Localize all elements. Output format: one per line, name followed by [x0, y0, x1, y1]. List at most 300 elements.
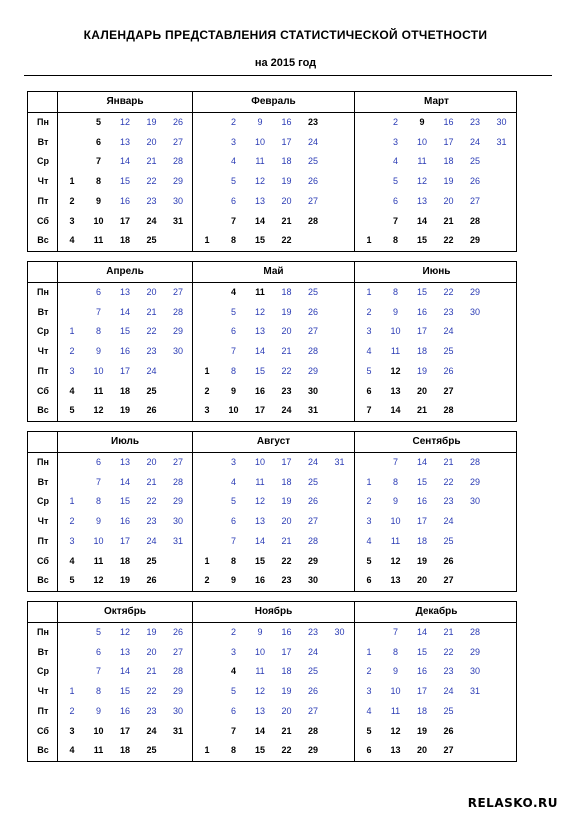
workday-cell: 28 [469, 627, 480, 637]
workday-cell: 14 [416, 627, 427, 637]
workday-cell: 18 [281, 666, 292, 677]
workday-cell: 30 [172, 195, 183, 206]
day-off-cell: 18 [119, 385, 130, 396]
workday-cell: 3 [230, 136, 236, 147]
day-off-cell: 23 [281, 575, 292, 586]
workday-cell: 22 [146, 176, 157, 187]
workday-cell: 18 [416, 346, 427, 357]
workday-cell: 30 [172, 516, 183, 527]
day-off-cell: 9 [95, 195, 101, 206]
workday-cell: 1 [366, 646, 372, 657]
workday-cell: 10 [93, 365, 104, 376]
workday-cell: 13 [119, 457, 130, 467]
day-off-cell: 7 [230, 215, 236, 226]
weekday-label: Пт [37, 195, 49, 206]
workday-cell: 11 [390, 705, 401, 716]
workday-cell: 7 [230, 346, 236, 357]
workday-cell: 26 [172, 117, 183, 127]
day-off-cell: 30 [307, 385, 318, 396]
workday-cell: 26 [307, 306, 318, 317]
workday-cell: 27 [172, 457, 183, 467]
day-off-cell: 4 [69, 235, 75, 246]
day-off-cell: 10 [228, 405, 239, 416]
workday-cell: 28 [307, 535, 318, 546]
weekday-label: Сб [37, 215, 49, 226]
workday-cell: 24 [469, 136, 480, 147]
workday-cell: 8 [392, 476, 398, 487]
workday-cell: 23 [443, 496, 454, 507]
workday-cell: 13 [119, 646, 130, 657]
workday-cell: 13 [254, 516, 265, 527]
workday-cell: 23 [146, 516, 157, 527]
workday-cell: 23 [146, 195, 157, 206]
weekday-label: Пт [37, 535, 49, 546]
day-off-cell: 9 [230, 385, 236, 396]
day-off-cell: 22 [281, 235, 292, 246]
workday-cell: 3 [366, 516, 372, 527]
workday-cell: 16 [443, 117, 454, 127]
workday-cell: 16 [416, 666, 427, 677]
day-off-cell: 10 [93, 725, 104, 736]
workday-cell: 3 [230, 457, 236, 467]
day-off-cell: 11 [93, 555, 104, 566]
month-name: Март [424, 96, 449, 107]
day-off-cell: 28 [443, 405, 454, 416]
workday-cell: 24 [443, 516, 454, 527]
weekday-label: Ср [37, 156, 49, 167]
workday-cell: 30 [172, 346, 183, 357]
workday-cell: 30 [334, 627, 345, 637]
day-off-cell: 1 [204, 365, 210, 376]
workday-cell: 22 [281, 365, 292, 376]
day-off-cell: 13 [390, 385, 401, 396]
workday-cell: 29 [469, 476, 480, 487]
day-off-cell: 24 [146, 725, 157, 736]
workday-cell: 17 [119, 365, 130, 376]
month-column [193, 262, 355, 421]
workday-cell: 20 [146, 457, 157, 467]
workday-cell: 14 [119, 476, 130, 487]
day-off-cell: 8 [230, 235, 236, 246]
day-off-cell: 20 [416, 385, 427, 396]
day-off-cell: 19 [416, 725, 427, 736]
workday-cell: 26 [307, 686, 318, 697]
workday-cell: 19 [146, 117, 157, 127]
month-column [193, 92, 355, 251]
day-off-cell: 25 [146, 235, 157, 246]
workday-cell: 27 [172, 287, 183, 297]
month-column [58, 262, 193, 421]
workday-cell: 1 [366, 476, 372, 487]
workday-cell: 2 [230, 117, 236, 127]
workday-cell: 27 [172, 646, 183, 657]
day-off-cell: 3 [69, 725, 75, 736]
workday-cell: 2 [392, 117, 398, 127]
workday-cell: 11 [417, 156, 427, 167]
workday-cell: 14 [119, 156, 130, 167]
workday-cell: 30 [172, 705, 183, 716]
day-off-cell: 14 [416, 215, 427, 226]
day-off-cell: 4 [69, 745, 75, 756]
workday-cell: 19 [416, 365, 427, 376]
day-off-cell: 11 [93, 235, 104, 246]
workday-cell: 15 [416, 646, 427, 657]
workday-cell: 16 [281, 117, 292, 127]
month-name: Ноябрь [254, 606, 293, 617]
day-off-cell: 12 [93, 575, 104, 586]
workday-cell: 6 [95, 287, 101, 297]
workday-cell: 31 [469, 686, 480, 697]
day-off-cell: 21 [281, 215, 292, 226]
day-off-cell: 26 [443, 555, 454, 566]
month-name: Июнь [422, 266, 451, 277]
workday-cell: 6 [230, 195, 236, 206]
workday-cell: 19 [146, 627, 157, 637]
workday-cell: 21 [443, 627, 454, 637]
day-off-cell: 25 [146, 555, 157, 566]
workday-cell: 20 [146, 287, 157, 297]
month-column [355, 432, 518, 591]
workday-cell: 29 [172, 686, 183, 697]
day-off-cell: 22 [281, 555, 292, 566]
day-off-cell: 20 [416, 575, 427, 586]
day-off-cell: 10 [93, 215, 104, 226]
workday-cell: 9 [392, 306, 398, 317]
workday-cell: 19 [281, 176, 292, 187]
day-off-cell: 9 [230, 575, 236, 586]
day-off-cell: 4 [230, 287, 236, 297]
workday-cell: 24 [443, 326, 454, 337]
day-off-cell: 7 [392, 215, 398, 226]
day-off-cell: 22 [443, 235, 454, 246]
weekday-label: Чт [37, 516, 49, 527]
day-off-cell: 1 [204, 235, 210, 246]
workday-cell: 2 [366, 306, 372, 317]
workday-cell: 22 [443, 476, 454, 487]
day-off-cell: 26 [443, 725, 454, 736]
workday-cell: 9 [95, 705, 101, 716]
weekday-label: Вс [37, 235, 49, 246]
day-off-cell: 29 [469, 235, 480, 246]
weekday-label: Вт [37, 646, 49, 657]
workday-cell: 25 [443, 705, 454, 716]
workday-cell: 3 [69, 365, 75, 376]
workday-cell: 21 [281, 346, 292, 357]
workday-cell: 4 [230, 156, 236, 167]
workday-cell: 15 [119, 686, 130, 697]
weekday-label: Чт [37, 686, 49, 697]
day-off-cell: 22 [281, 745, 292, 756]
workday-cell: 16 [119, 346, 130, 357]
workday-cell: 27 [307, 705, 318, 716]
day-off-cell: 13 [390, 745, 401, 756]
workday-cell: 18 [443, 156, 454, 167]
workday-cell: 7 [95, 306, 101, 317]
day-off-cell: 25 [146, 745, 157, 756]
workday-cell: 27 [307, 195, 318, 206]
workday-cell: 28 [172, 156, 183, 167]
weekday-label: Вт [37, 306, 49, 317]
workday-cell: 25 [443, 346, 454, 357]
workday-cell: 3 [230, 646, 236, 657]
day-off-cell: 24 [281, 405, 292, 416]
workday-cell: 8 [95, 496, 101, 507]
workday-cell: 22 [443, 646, 454, 657]
weekday-label: Ср [37, 326, 49, 337]
workday-cell: 27 [307, 326, 318, 337]
day-off-cell: 15 [254, 555, 265, 566]
weekday-label: Сб [37, 385, 49, 396]
day-off-cell: 7 [95, 156, 101, 167]
page-title: КАЛЕНДАРЬ ПРЕДСТАВЛЕНИЯ СТАТИСТИЧЕСКОЙ ОТЧЕТНОСТИ [83, 28, 488, 42]
workday-cell: 17 [281, 136, 292, 147]
workday-cell: 31 [496, 136, 507, 147]
workday-cell: 23 [443, 306, 454, 317]
workday-cell: 14 [254, 346, 265, 357]
workday-cell: 13 [254, 195, 265, 206]
workday-cell: 4 [366, 535, 372, 546]
day-off-cell: 26 [146, 405, 157, 416]
quarter-block [27, 261, 517, 422]
workday-cell: 9 [95, 516, 101, 527]
day-off-cell: 1 [69, 176, 75, 187]
day-off-cell: 19 [416, 555, 427, 566]
workday-cell: 9 [257, 117, 263, 127]
workday-cell: 20 [281, 195, 292, 206]
workday-cell: 8 [95, 326, 101, 337]
day-off-cell: 21 [416, 405, 427, 416]
day-off-cell: 4 [69, 555, 75, 566]
day-off-cell: 21 [443, 215, 454, 226]
workday-cell: 12 [119, 627, 130, 637]
day-off-cell: 6 [95, 136, 101, 147]
workday-cell: 1 [69, 496, 75, 507]
workday-cell: 10 [416, 136, 427, 147]
day-off-cell: 14 [254, 725, 265, 736]
workday-cell: 5 [230, 686, 236, 697]
day-off-cell: 23 [307, 117, 318, 127]
workday-cell: 16 [416, 496, 427, 507]
workday-cell: 20 [146, 646, 157, 657]
workday-cell: 17 [443, 136, 454, 147]
workday-cell: 21 [146, 306, 157, 317]
day-off-cell: 4 [230, 666, 236, 677]
workday-cell: 4 [366, 705, 372, 716]
workday-cell: 17 [281, 457, 292, 467]
workday-cell: 10 [93, 535, 104, 546]
workday-cell: 4 [366, 346, 372, 357]
workday-cell: 16 [281, 627, 292, 637]
workday-cell: 25 [469, 156, 480, 167]
workday-cell: 2 [230, 627, 236, 637]
workday-cell: 16 [119, 705, 130, 716]
day-off-cell: 9 [419, 117, 425, 127]
month-column [58, 432, 193, 591]
day-off-cell: 5 [95, 117, 101, 127]
workday-cell: 22 [146, 686, 157, 697]
workday-cell: 5 [230, 306, 236, 317]
day-off-cell: 11 [93, 385, 104, 396]
workday-cell: 24 [146, 365, 157, 376]
workday-cell: 22 [146, 326, 157, 337]
day-off-cell: 29 [307, 745, 318, 756]
workday-cell: 25 [307, 287, 318, 297]
day-off-cell: 12 [390, 725, 401, 736]
workday-cell: 4 [392, 156, 398, 167]
workday-cell: 2 [69, 705, 75, 716]
weekday-label: Пт [37, 365, 49, 376]
workday-cell: 11 [390, 535, 401, 546]
month-name: Август [256, 436, 291, 447]
day-off-cell: 16 [254, 575, 265, 586]
workday-cell: 2 [366, 666, 372, 677]
workday-cell: 16 [416, 306, 427, 317]
month-name: Октябрь [104, 606, 146, 617]
workday-cell: 7 [230, 535, 236, 546]
day-off-cell: 17 [119, 215, 130, 226]
workday-cell: 6 [230, 516, 236, 527]
weekday-label: Сб [37, 555, 49, 566]
workday-cell: 5 [392, 176, 398, 187]
workday-cell: 26 [469, 176, 480, 187]
workday-cell: 23 [469, 117, 480, 127]
day-off-cell: 27 [443, 745, 454, 756]
day-off-cell: 31 [172, 215, 183, 226]
workday-cell: 27 [172, 136, 183, 147]
workday-cell: 13 [119, 287, 130, 297]
weekday-label: Вт [37, 136, 49, 147]
weekday-label: Вс [37, 745, 49, 756]
workday-cell: 30 [469, 306, 480, 317]
workday-cell: 11 [390, 346, 401, 357]
workday-cell: 17 [281, 646, 292, 657]
day-off-cell: 8 [230, 745, 236, 756]
workday-cell: 5 [230, 496, 236, 507]
workday-cell: 25 [307, 156, 318, 167]
workday-cell: 23 [146, 705, 157, 716]
day-off-cell: 27 [443, 575, 454, 586]
day-off-cell: 31 [307, 405, 318, 416]
workday-cell: 10 [390, 686, 401, 697]
workday-cell: 22 [146, 496, 157, 507]
weekday-label: Вс [37, 575, 49, 586]
month-column [193, 432, 355, 591]
month-column [193, 602, 355, 761]
workday-cell: 9 [95, 346, 101, 357]
day-off-cell: 11 [93, 745, 104, 756]
day-off-cell: 17 [119, 725, 130, 736]
workday-cell: 13 [416, 195, 427, 206]
day-off-cell: 18 [119, 555, 130, 566]
workday-cell: 29 [172, 326, 183, 337]
workday-cell: 17 [119, 535, 130, 546]
workday-cell: 28 [172, 476, 183, 487]
workday-cell: 3 [366, 326, 372, 337]
quarter-block [27, 431, 517, 592]
day-off-cell: 19 [119, 405, 130, 416]
workday-cell: 13 [254, 326, 265, 337]
workday-cell: 29 [172, 176, 183, 187]
workday-cell: 23 [443, 666, 454, 677]
weekday-label: Ср [37, 496, 49, 507]
month-column [355, 92, 518, 251]
workday-cell: 23 [307, 627, 318, 637]
workday-cell: 13 [119, 136, 130, 147]
workday-cell: 11 [255, 156, 265, 167]
workday-cell: 12 [254, 686, 265, 697]
day-off-cell: 28 [469, 215, 480, 226]
site-logo: RELASKO.RU [467, 796, 558, 810]
workday-cell: 15 [119, 496, 130, 507]
workday-cell: 8 [392, 646, 398, 657]
workday-cell: 3 [366, 686, 372, 697]
workday-cell: 3 [69, 535, 75, 546]
workday-cell: 31 [334, 457, 345, 467]
workday-cell: 18 [281, 476, 292, 487]
day-off-cell: 20 [416, 745, 427, 756]
day-off-cell: 15 [254, 235, 265, 246]
workday-cell: 24 [307, 136, 318, 147]
workday-cell: 18 [416, 535, 427, 546]
workday-cell: 7 [95, 476, 101, 487]
workday-cell: 14 [119, 306, 130, 317]
workday-cell: 26 [443, 365, 454, 376]
day-off-cell: 7 [366, 405, 372, 416]
workday-cell: 21 [146, 666, 157, 677]
weekday-label: Вт [37, 476, 49, 487]
workday-cell: 10 [254, 457, 265, 467]
workday-cell: 12 [254, 306, 265, 317]
workday-cell: 26 [307, 176, 318, 187]
day-off-cell: 1 [204, 555, 210, 566]
weekday-label: Пн [37, 627, 49, 637]
workday-cell: 21 [281, 535, 292, 546]
day-off-cell: 12 [390, 555, 401, 566]
day-off-cell: 18 [119, 235, 130, 246]
workday-cell: 17 [416, 516, 427, 527]
month-name: Сентябрь [412, 436, 461, 447]
day-off-cell: 25 [146, 385, 157, 396]
workday-cell: 16 [119, 195, 130, 206]
workday-cell: 29 [469, 646, 480, 657]
workday-cell: 5 [366, 365, 372, 376]
workday-cell: 8 [230, 365, 236, 376]
workday-cell: 28 [172, 666, 183, 677]
workday-cell: 6 [230, 705, 236, 716]
workday-cell: 29 [469, 287, 480, 297]
workday-cell: 21 [146, 156, 157, 167]
workday-cell: 15 [416, 287, 427, 297]
workday-cell: 21 [146, 476, 157, 487]
workday-cell: 14 [416, 457, 427, 467]
day-off-cell: 5 [69, 405, 75, 416]
day-off-cell: 23 [281, 385, 292, 396]
day-off-cell: 2 [69, 195, 75, 206]
weekday-label: Пн [37, 117, 49, 127]
month-column [355, 602, 518, 761]
day-off-cell: 16 [254, 385, 265, 396]
workday-cell: 2 [69, 346, 75, 357]
workday-cell: 5 [95, 627, 101, 637]
weekday-label: Сб [37, 725, 49, 736]
workday-cell: 30 [469, 496, 480, 507]
workday-cell: 9 [392, 496, 398, 507]
month-name: Декабрь [415, 606, 458, 617]
day-off-cell: 17 [254, 405, 265, 416]
workday-cell: 20 [281, 705, 292, 716]
workday-cell: 20 [443, 195, 454, 206]
day-off-cell: 26 [146, 575, 157, 586]
